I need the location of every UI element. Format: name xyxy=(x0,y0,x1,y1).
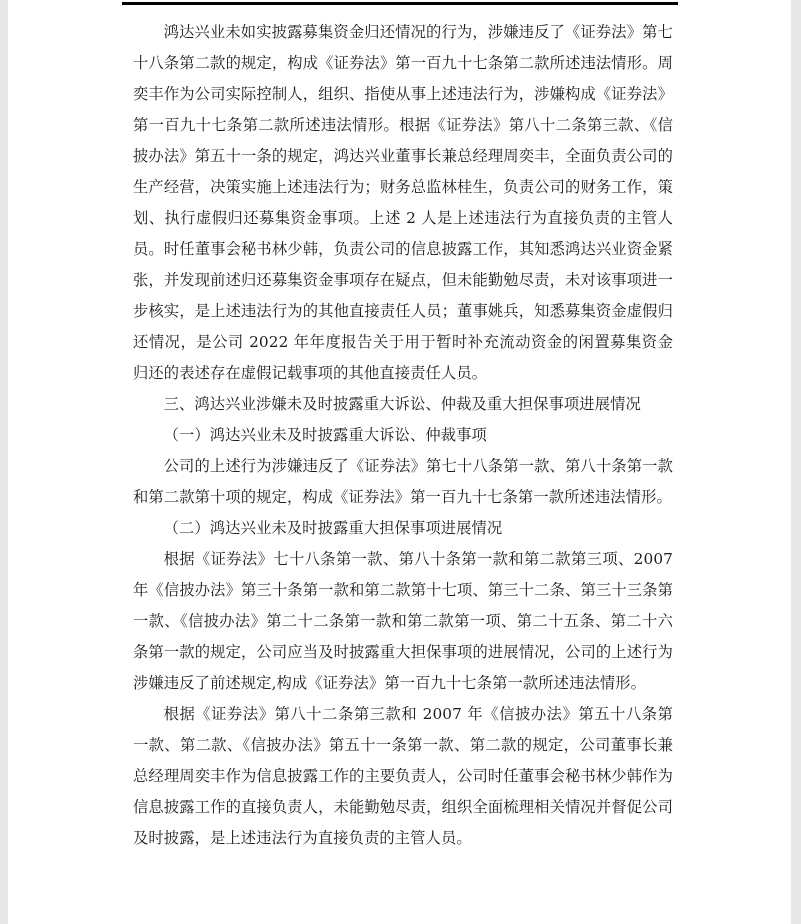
section-heading: （二）鸿达兴业未及时披露重大担保事项进展情况 xyxy=(163,519,503,537)
paragraph: 根据《证券法》七十八条第一款、第八十条第一款和第二款第三项、2007 年《信披办法》第三十条第一款和第二款第十七项、第三十二条、第三十三条第一款、《信披办法》第二十二条第一款和第二款第一项、第二十五条、第二十六条第一款的规定，公司应当及时披露重大担保事项的进展情况，公司的上述行为涉嫌违反了前述规定,构成《证券法》第一百九十七条第一款所述违法情形。 xyxy=(133,550,673,692)
document-page xyxy=(8,0,791,924)
document-body xyxy=(133,17,673,854)
paragraph: 公司的上述行为涉嫌违反了《证券法》第七十八条第一款、第八十条第一款和第二款第十项的规定，构成《证券法》第一百九十七条第一款所述违法情形。 xyxy=(133,457,673,506)
section-heading: 三、鸿达兴业涉嫌未及时披露重大诉讼、仲裁及重大担保事项进展情况 xyxy=(163,395,641,413)
paragraph: 根据《证券法》第八十二条第三款和 2007 年《信披办法》第五十八条第一款、第二款、《信披办法》第五十一条第一款、第二款的规定，公司董事长兼总经理周奕丰作为信息披露工作的主要负责人，公司时任董事会秘书林少韩作为信息披露工作的直接负责人，未能勤勉尽责，组织全面梳理相关情况并督促公司及时披露，是上述违法行为直接负责的主管人员。 xyxy=(133,705,673,847)
section-heading: （一）鸿达兴业未及时披露重大诉讼、仲裁事项 xyxy=(163,426,487,444)
paragraph: 鸿达兴业未如实披露募集资金归还情况的行为，涉嫌违反了《证券法》第七十八条第二款的规定，构成《证券法》第一百九十七条第二款所述违法情形。周奕丰作为公司实际控制人，组织、指使从事上述违法行为，涉嫌构成《证券法》第一百九十七条第二款所述违法情形。根据《证券法》第八十二条第三款、《信披办法》第五十一条的规定，鸿达兴业董事长兼总经理周奕丰，全面负责公司的生产经营，决策实施上述违法行为；财务总监林桂生，负责公司的财务工作，策划、执行虚假归还募集资金事项。上述 2 人是上述违法行为直接负责的主管人员。时任董事会秘书林少韩，负责公司的信息披露工作，其知悉鸿达兴业资金紧张，并发现前述归还募集资金事项存在疑点，但未能勤勉尽责，未对该事项进一步核实，是上述违法行为的其他直接责任人员；董事姚兵，知悉募集资金虚假归还情况，是公司 2022 年年度报告关于用于暂时补充流动资金的闲置募集资金归还的表述存在虚假记载事项的其他直接责任人员。 xyxy=(133,23,673,382)
header-rule xyxy=(122,2,678,5)
